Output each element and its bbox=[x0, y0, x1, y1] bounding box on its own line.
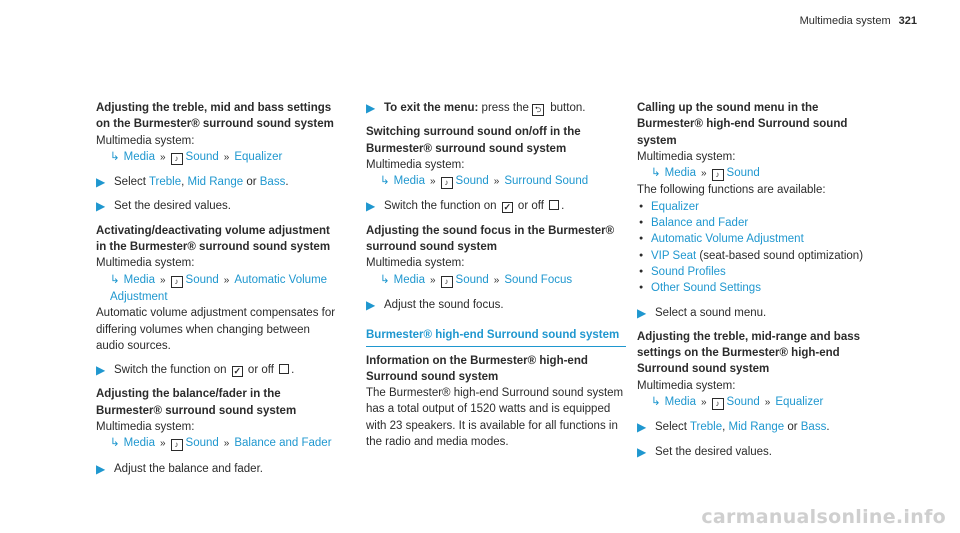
double-chevron-icon: » bbox=[159, 438, 166, 450]
path-sound[interactable]: Sound bbox=[455, 175, 489, 188]
step-arrow-icon: ▶ bbox=[96, 363, 106, 378]
step-text-mid: or off bbox=[517, 200, 544, 213]
heading-information: Information on the Burmester® high-end Surround sound system bbox=[366, 354, 588, 383]
path-surround-sound[interactable]: Surround Sound bbox=[504, 175, 589, 188]
step-text: Switch the function on bbox=[384, 200, 497, 213]
step-text: Select bbox=[114, 176, 149, 189]
option-mid-range[interactable]: Mid Range bbox=[728, 421, 785, 434]
step-arrow-icon: ▶ bbox=[366, 101, 376, 115]
column-1 bbox=[96, 100, 336, 485]
heading-volume-adjustment: Activating/deactivating volume adjustment in the Burmester® surround sound system bbox=[96, 224, 331, 254]
multimedia-system-label: Multimedia system: bbox=[637, 150, 736, 163]
path-hook-icon: ↳ bbox=[110, 437, 120, 450]
double-chevron-icon: » bbox=[493, 176, 500, 188]
list-item-equalizer[interactable]: ● Equalizer bbox=[637, 199, 887, 215]
option-treble[interactable]: Treble bbox=[689, 421, 723, 434]
menu-path-balance bbox=[96, 435, 336, 452]
path-media[interactable]: Media bbox=[664, 167, 696, 180]
heading-balance-fader: Adjusting the balance/fader in the Burmester® surround sound system bbox=[96, 388, 297, 417]
step-text-end: . bbox=[826, 421, 830, 434]
checkbox-off-icon bbox=[279, 364, 289, 374]
heading-treble-high-end: Adjusting the treble, mid-range and bass settings on the Burmester® high-end Surround sound system bbox=[637, 330, 861, 376]
step-arrow-icon: ▶ bbox=[96, 461, 106, 476]
path-hook-icon: ↳ bbox=[651, 396, 661, 409]
double-chevron-icon: » bbox=[159, 274, 166, 286]
heading-treble-mid-bass: Adjusting the treble, mid and bass settings on the Burmester® surround sound system bbox=[96, 102, 334, 131]
list-item-vip-seat bbox=[637, 248, 887, 264]
music-note-icon: ♪ bbox=[441, 276, 453, 288]
path-equalizer[interactable]: Equalizer bbox=[775, 396, 824, 409]
step-text: Adjust the sound focus. bbox=[384, 298, 504, 311]
path-hook-icon: ↳ bbox=[380, 175, 390, 188]
double-chevron-icon: » bbox=[700, 168, 707, 180]
step-select-2: ▶ Select Treble, Mid Range or Bass. bbox=[637, 420, 830, 435]
path-sound[interactable]: Sound bbox=[185, 437, 219, 450]
menu-path-equalizer-2 bbox=[637, 394, 887, 411]
list-item-balance-fader[interactable]: ● Balance and Fader bbox=[637, 215, 887, 231]
step-arrow-icon: ▶ bbox=[96, 175, 106, 190]
step-adjust-focus bbox=[366, 297, 626, 313]
multimedia-system-label: Multimedia system: bbox=[366, 257, 465, 270]
path-sound[interactable]: Sound bbox=[726, 167, 760, 180]
path-media[interactable]: Media bbox=[123, 273, 155, 286]
step-adjust-balance bbox=[96, 461, 336, 477]
multimedia-system-label: Multimedia system: bbox=[96, 257, 195, 270]
step-text-or: or bbox=[784, 421, 801, 434]
multimedia-system-label: Multimedia system: bbox=[637, 379, 736, 392]
music-note-icon: ♪ bbox=[441, 177, 453, 189]
path-media[interactable]: Media bbox=[393, 175, 425, 188]
checkbox-off-icon bbox=[549, 200, 559, 210]
checkbox-on-icon: ✓ bbox=[503, 202, 511, 213]
step-exit-menu bbox=[366, 100, 626, 116]
page-header bbox=[800, 13, 917, 29]
step-arrow-icon: ▶ bbox=[366, 199, 376, 214]
path-sound[interactable]: Sound bbox=[726, 396, 760, 409]
list-item-sound-profiles[interactable]: ● Sound Profiles bbox=[637, 264, 887, 280]
path-sound[interactable]: Sound bbox=[455, 273, 489, 286]
step-set-values-2 bbox=[637, 444, 887, 460]
option-bass[interactable]: Bass bbox=[800, 421, 827, 434]
step-text-end: . bbox=[285, 176, 289, 189]
step-text: Select a sound menu. bbox=[655, 306, 767, 319]
path-sound-focus[interactable]: Sound Focus bbox=[504, 273, 573, 286]
option-bass[interactable]: Bass bbox=[259, 176, 286, 189]
path-hook-icon: ↳ bbox=[110, 273, 120, 286]
path-hook-icon: ↳ bbox=[110, 150, 120, 163]
column-3 bbox=[637, 100, 887, 468]
path-equalizer[interactable]: Equalizer bbox=[234, 150, 283, 163]
music-note-icon: ♪ bbox=[712, 169, 724, 181]
path-media[interactable]: Media bbox=[123, 437, 155, 450]
heading-sound-menu: Calling up the sound menu in the Burmester® high-end Surround sound system bbox=[637, 102, 848, 147]
step-text-end: . bbox=[291, 364, 295, 377]
double-chevron-icon: » bbox=[764, 397, 771, 409]
back-button-icon: ⮌ bbox=[532, 104, 544, 116]
exit-label: To exit the menu: bbox=[384, 102, 479, 114]
header-title: Multimedia system bbox=[799, 15, 891, 27]
option-treble[interactable]: Treble bbox=[148, 176, 182, 189]
path-sound[interactable]: Sound bbox=[185, 273, 219, 286]
menu-path-focus bbox=[366, 272, 626, 289]
multimedia-system-label: Multimedia system: bbox=[96, 421, 195, 434]
double-chevron-icon: » bbox=[223, 438, 230, 450]
double-chevron-icon: » bbox=[429, 176, 436, 188]
step-text: Set the desired values. bbox=[655, 445, 772, 458]
column-2 bbox=[366, 100, 626, 450]
step-select: ▶ Select Treble, Mid Range or Bass. bbox=[96, 175, 289, 190]
double-chevron-icon: » bbox=[429, 274, 436, 286]
menu-path-sound bbox=[637, 165, 887, 182]
music-note-icon: ♪ bbox=[171, 276, 183, 288]
menu-path-volume bbox=[96, 272, 336, 306]
music-note-icon: ♪ bbox=[171, 439, 183, 451]
functions-intro: The following functions are available: bbox=[637, 184, 826, 197]
step-text: Adjust the balance and fader. bbox=[114, 462, 263, 475]
volume-description: Automatic volume adjustment compensates for differing volumes when changing between audio sources. bbox=[96, 307, 336, 352]
path-hook-icon: ↳ bbox=[651, 167, 661, 180]
step-select-menu bbox=[637, 305, 887, 321]
step-arrow-icon: ▶ bbox=[637, 444, 647, 459]
double-chevron-icon: » bbox=[493, 274, 500, 286]
step-arrow-icon: ▶ bbox=[366, 297, 376, 312]
information-text: The Burmester® high-end Surround sound system has a total output of 1520 watts and is equipped with 23 speakers. It is available for all functions in the radio and media modes. bbox=[366, 387, 624, 449]
watermark: carmanualsonline.info bbox=[701, 505, 946, 528]
list-item-automatic-volume[interactable]: ● Automatic Volume Adjustment bbox=[637, 231, 887, 247]
heading-sound-focus: Adjusting the sound focus in the Burmester® surround sound system bbox=[366, 224, 615, 254]
option-mid-range[interactable]: Mid Range bbox=[187, 176, 244, 189]
step-text-end: button. bbox=[547, 102, 586, 114]
double-chevron-icon: » bbox=[700, 397, 707, 409]
vip-seat-note: (seat-based sound optimization) bbox=[696, 249, 864, 262]
section-title-high-end: Burmester® high-end Surround sound system bbox=[366, 327, 626, 346]
menu-path-equalizer bbox=[96, 149, 336, 166]
step-text-mid: or off bbox=[247, 364, 274, 377]
step-switch-surround bbox=[366, 198, 626, 214]
step-text-end: . bbox=[561, 200, 565, 213]
multimedia-system-label: Multimedia system: bbox=[366, 158, 465, 171]
path-sound[interactable]: Sound bbox=[185, 150, 219, 163]
multimedia-system-label: Multimedia system: bbox=[96, 134, 195, 147]
music-note-icon: ♪ bbox=[712, 398, 724, 410]
page-number: 321 bbox=[898, 15, 917, 27]
step-text: Switch the function on bbox=[114, 364, 227, 377]
menu-path-surround bbox=[366, 173, 626, 190]
step-arrow-icon: ▶ bbox=[96, 199, 106, 214]
double-chevron-icon: » bbox=[159, 151, 166, 163]
list-item-other-settings[interactable]: ● Other Sound Settings bbox=[637, 280, 887, 296]
path-hook-icon: ↳ bbox=[380, 273, 390, 286]
checkbox-on-icon: ✓ bbox=[233, 366, 241, 377]
step-arrow-icon: ▶ bbox=[637, 420, 647, 435]
path-balance-fader[interactable]: Balance and Fader bbox=[234, 437, 332, 450]
double-chevron-icon: » bbox=[223, 274, 230, 286]
step-text: press the bbox=[478, 102, 529, 114]
double-chevron-icon: » bbox=[223, 151, 230, 163]
path-media[interactable]: Media bbox=[664, 396, 696, 409]
step-text: Select bbox=[655, 421, 690, 434]
heading-surround-on-off: Switching surround sound on/off in the Burmester® surround sound system bbox=[366, 126, 581, 155]
vip-seat-link[interactable]: VIP Seat bbox=[651, 249, 697, 262]
path-media[interactable]: Media bbox=[123, 150, 155, 163]
music-note-icon: ♪ bbox=[171, 153, 183, 165]
step-set-values bbox=[96, 198, 336, 214]
path-automatic-volume[interactable]: Automatic Volume Adjustment bbox=[110, 273, 328, 303]
step-text-or: or bbox=[243, 176, 260, 189]
step-text: Set the desired values. bbox=[114, 200, 231, 213]
step-arrow-icon: ▶ bbox=[637, 305, 647, 320]
path-media[interactable]: Media bbox=[393, 273, 425, 286]
step-switch bbox=[96, 362, 336, 378]
